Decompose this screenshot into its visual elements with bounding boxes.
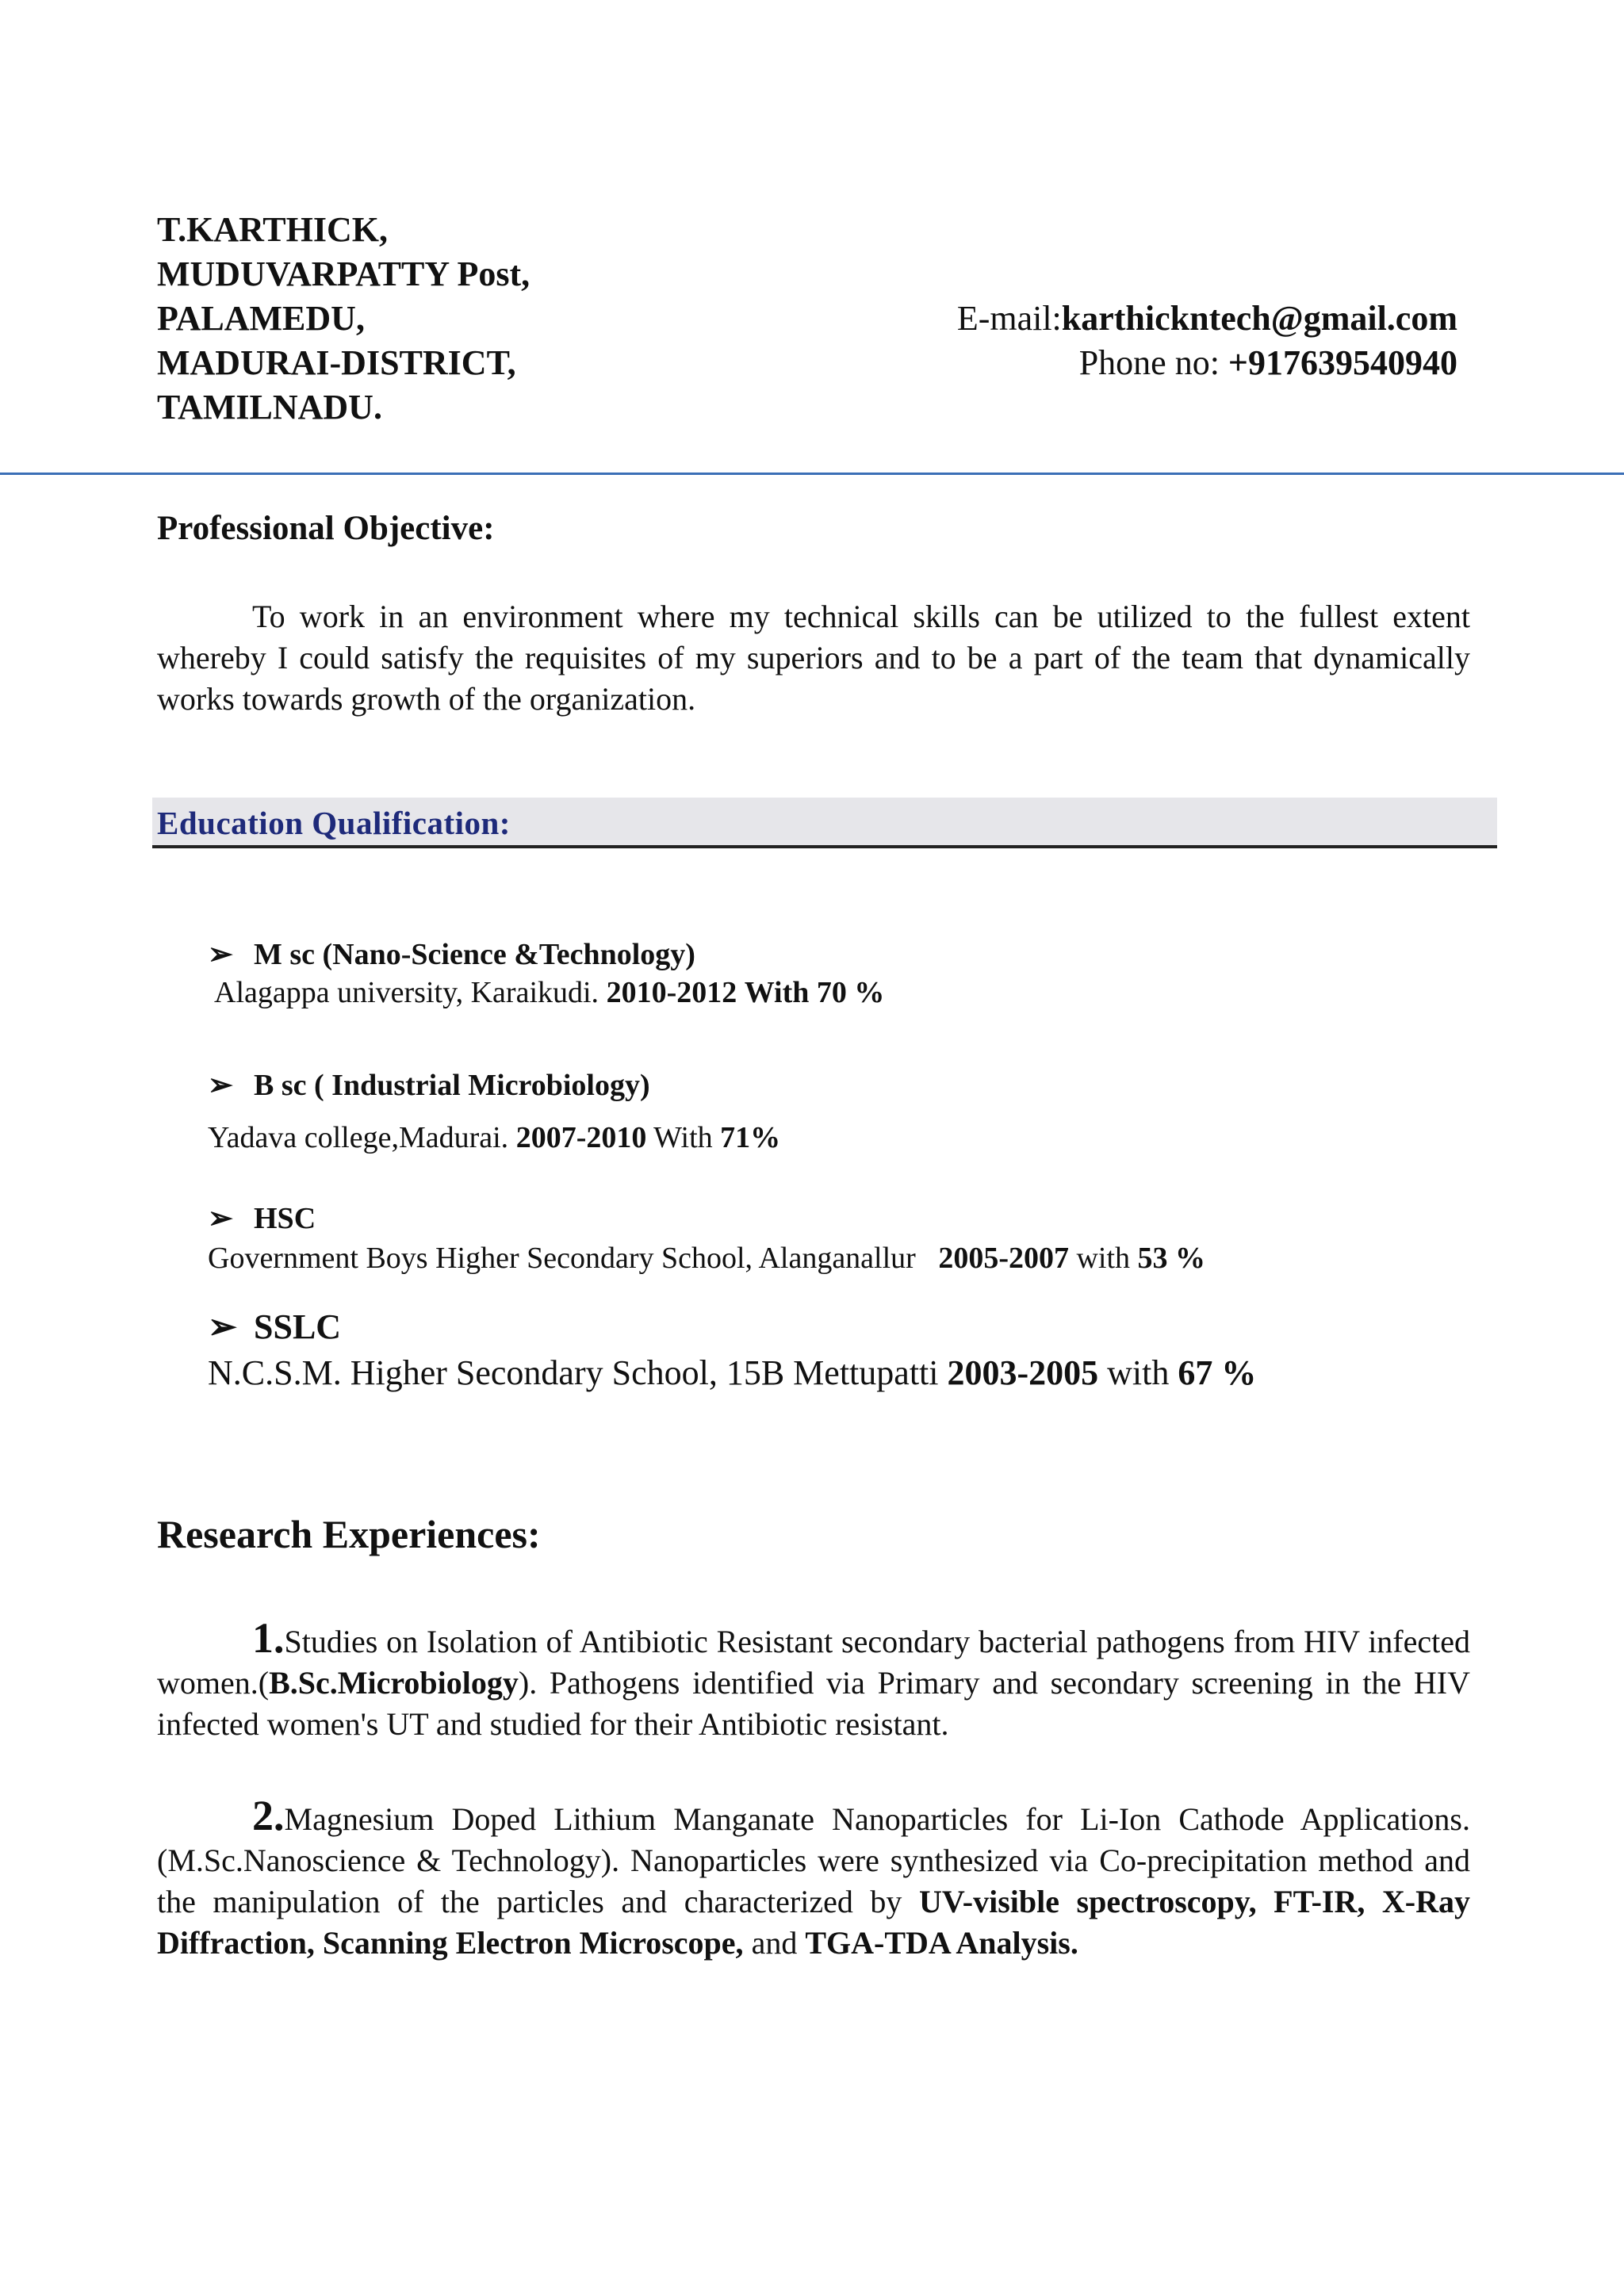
research-text: Studies on Isolation of Antibiotic Resistant secondary bacterial pathogens from HIV infected women.(: [157, 1624, 1470, 1701]
institution: Alagappa university, Karaikudi.: [214, 976, 599, 1009]
degree-title: HSC: [254, 1202, 316, 1235]
candidate-name: T.KARTHICK,: [157, 210, 389, 249]
bullet-arrow-icon: ➢: [208, 1307, 237, 1346]
research-text: Magnesium Doped Lithium Manganate Nanoparticles for Li-Ion Cathode Applications.(M.Sc.Nanoscience & Technology). Nanoparticles were synthesized via Co-precipitation method and the manipulation of the particles and characterized by: [157, 1801, 1470, 1919]
score: 53 %: [1137, 1242, 1206, 1275]
education-heading: Education Qualification:: [157, 805, 511, 841]
address-line-1: MUDUVARPATTY Post,: [157, 254, 530, 293]
with-label: With: [653, 1121, 713, 1154]
years: 2010-2012: [606, 976, 737, 1009]
degree-title: B sc ( Industrial Microbiology): [254, 1069, 650, 1102]
score: 67 %: [1178, 1353, 1257, 1392]
bullet-arrow-icon: ➢: [208, 1202, 233, 1235]
education-item-sslc: [208, 1305, 1256, 1395]
research-item-1: [157, 1614, 1470, 1745]
email-line: [957, 297, 1457, 341]
score: 70 %: [816, 976, 885, 1009]
institution: Government Boys Higher Secondary School, Alanganallur: [208, 1242, 916, 1275]
with-label: With: [744, 976, 810, 1009]
address-line-4: TAMILNADU.: [157, 388, 382, 427]
phone-number: +917639540940: [1228, 343, 1457, 382]
research-text: ). Pathogens identified via Primary and secondary screening in the HIV infected women's UT and studied for their Antibiotic resistant.: [157, 1665, 1470, 1742]
objective-paragraph: [157, 596, 1470, 720]
education-item-msc: [208, 936, 884, 1012]
research-techniques: UV-visible spectroscopy, FT-IR, X-Ray Diffraction, Scanning Electron Microscope,: [157, 1884, 1471, 1961]
address-line-2: PALAMEDU,: [157, 299, 365, 338]
research-analysis: TGA-TDA Analysis.: [805, 1925, 1078, 1961]
header-divider: [0, 473, 1624, 475]
address-line-3: MADURAI-DISTRICT,: [157, 343, 516, 382]
years: 2007-2010: [515, 1121, 647, 1154]
phone-label: Phone no:: [1078, 343, 1228, 382]
research-item-2: [157, 1792, 1471, 1964]
degree-title: SSLC: [254, 1307, 342, 1346]
address-block: [157, 208, 530, 430]
education-item-bsc: [208, 1061, 780, 1162]
contact-block: [957, 297, 1457, 385]
bullet-arrow-icon: ➢: [208, 938, 233, 971]
degree-title: M sc (Nano-Science &Technology): [254, 938, 695, 971]
email-label: E-mail:: [956, 299, 1062, 338]
phone-line: [957, 341, 1457, 385]
research-text: and: [743, 1925, 806, 1961]
research-item-number: 1.: [252, 1614, 285, 1662]
objective-text: To work in an environment where my technical skills can be utilized to the fullest extent whereby I could satisfy the requisites of my superiors and to be a part of the team that dynamically works towards growth of the organization.: [157, 599, 1470, 717]
email-link[interactable]: karthickntech@gmail.com: [1061, 299, 1457, 338]
years: 2005-2007: [938, 1242, 1069, 1275]
research-degree: B.Sc.Microbiology: [269, 1665, 519, 1701]
with-label: with: [1076, 1242, 1131, 1275]
bullet-arrow-icon: ➢: [208, 1069, 233, 1102]
objective-heading: Professional Objective:: [157, 510, 495, 547]
research-heading: Research Experiences:: [157, 1512, 541, 1556]
education-heading-bar: [152, 798, 1497, 848]
institution: N.C.S.M. Higher Secondary School, 15B Mettupatti: [208, 1353, 939, 1392]
score: 71%: [720, 1121, 781, 1154]
years: 2003-2005: [947, 1353, 1099, 1392]
education-item-hsc: [208, 1199, 1205, 1278]
with-label: with: [1107, 1353, 1170, 1392]
institution: Yadava college,Madurai.: [208, 1121, 509, 1154]
research-item-number: 2.: [252, 1792, 285, 1839]
